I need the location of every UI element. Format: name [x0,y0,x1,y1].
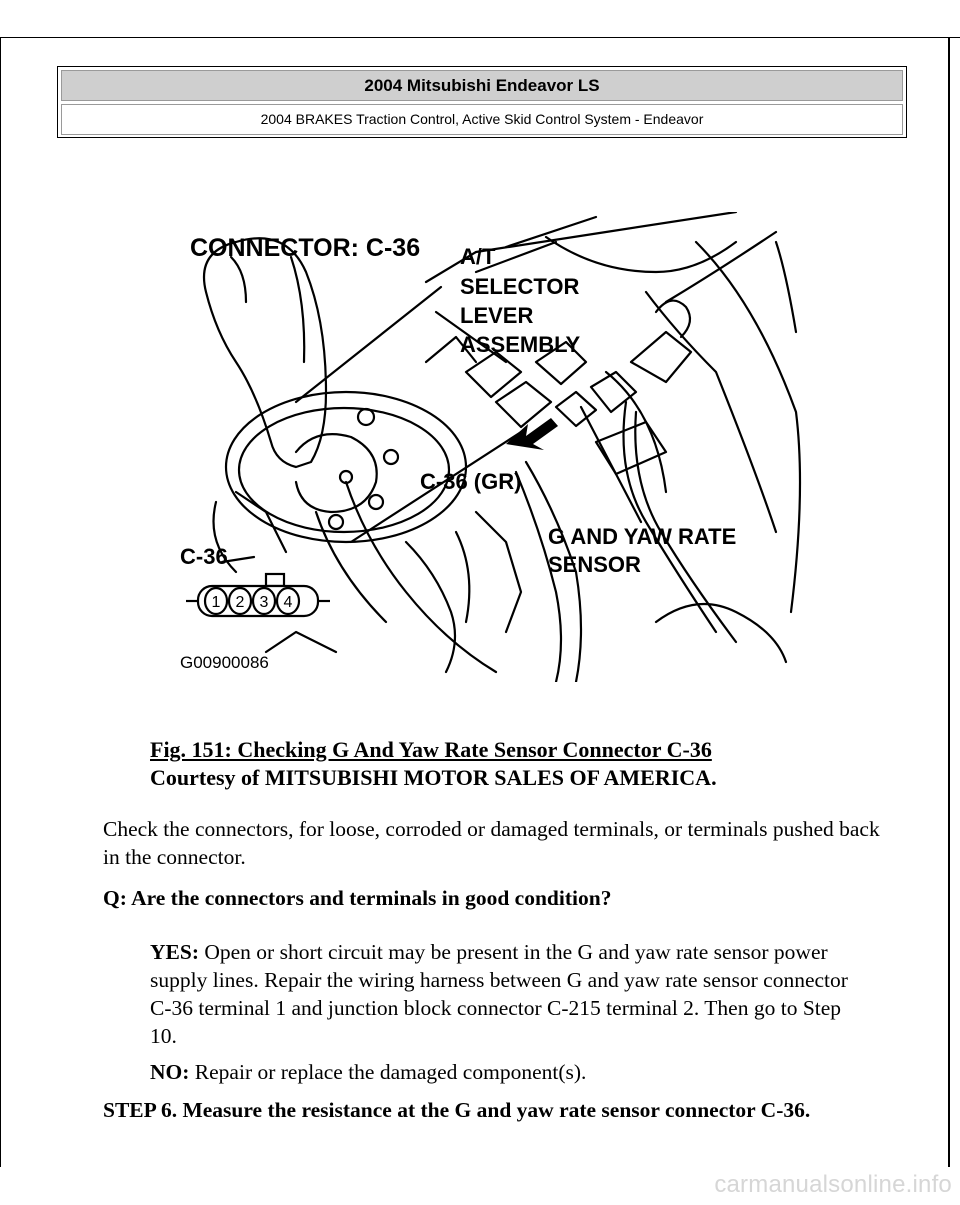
label-assembly: ASSEMBLY [460,332,581,357]
label-selector: SELECTOR [460,274,580,299]
no-text: Repair or replace the damaged component(s). [189,1060,587,1084]
yes-answer [150,938,870,1050]
yes-label: YES: [150,940,199,964]
figure-illustration [176,212,806,682]
page-frame-top [0,37,960,38]
connector-diagram [176,212,806,682]
yes-text: Open or short circuit may be present in the G and yaw rate sensor power supply lines. Repair the wiring harness between G and yaw rate sensor connector C-36 terminal 1 and junction block connector C-215 terminal 2. Then go to Step 10. [150,940,848,1048]
pin-1: 1 [211,594,221,611]
label-g-yaw: G AND YAW RATE [548,524,737,549]
no-label: NO: [150,1060,190,1084]
pin-2: 2 [235,594,245,611]
instruction-paragraph: Check the connectors, for loose, corroded or damaged terminals, or terminals pushed back in the connector. [103,817,880,869]
header-subtitle: 2004 BRAKES Traction Control, Active Skid Control System - Endeavor [61,104,903,135]
label-c36-gr: C-36 (GR) [420,469,522,494]
question: Q: Are the connectors and terminals in good condition? [103,886,612,910]
step-heading: STEP 6. Measure the resistance at the G and yaw rate sensor connector C-36. [103,1098,811,1122]
header-title: 2004 Mitsubishi Endeavor LS [61,70,903,101]
pin-3: 3 [259,594,269,611]
label-lever: LEVER [460,303,534,328]
caption-courtesy: Courtesy of MITSUBISHI MOTOR SALES OF AMERICA. [150,765,717,790]
document-header [57,66,907,138]
page-frame-left [0,37,1,1167]
label-connector: CONNECTOR: C-36 [190,234,421,262]
watermark: carmanualsonline.info [714,1171,952,1198]
figure-caption [150,736,870,792]
figure-code: G00900086 [180,653,269,672]
pin-4: 4 [283,594,293,611]
page-frame-right [948,37,950,1167]
no-answer [150,1058,870,1086]
label-c36: C-36 [180,544,228,569]
label-sensor: SENSOR [548,552,641,577]
caption-title[interactable]: Fig. 151: Checking G And Yaw Rate Sensor Connector C-36 [150,737,712,762]
label-at: A/T [460,244,496,269]
